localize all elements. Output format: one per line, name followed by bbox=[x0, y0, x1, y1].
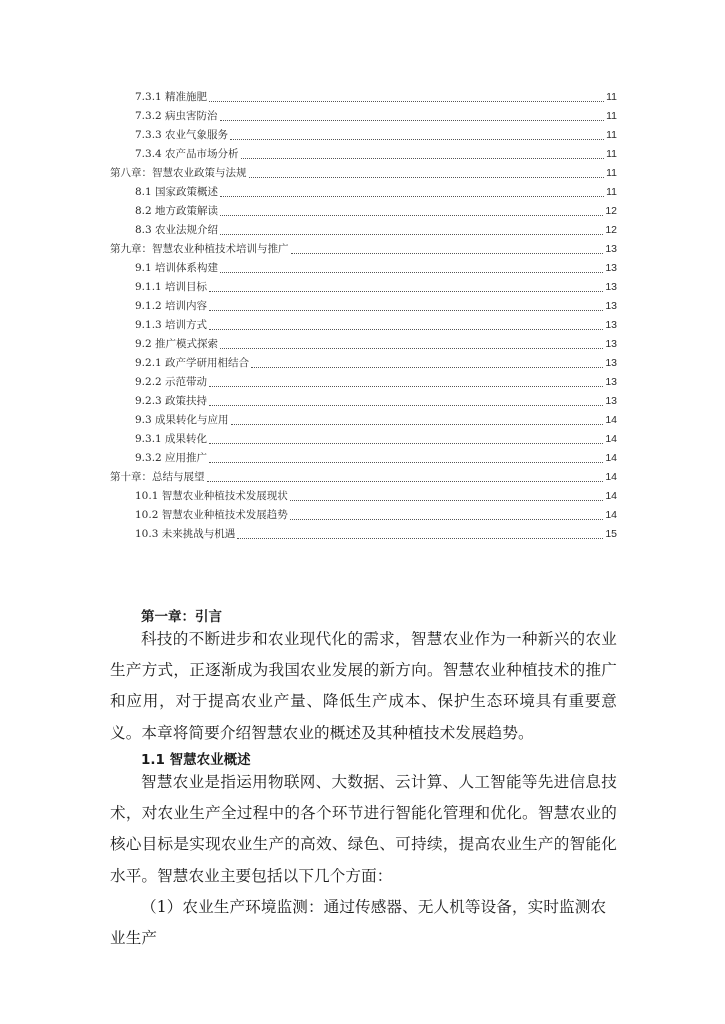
toc-entry[interactable] bbox=[135, 88, 617, 107]
toc-leader-dots bbox=[251, 367, 603, 368]
toc-entry[interactable] bbox=[135, 506, 617, 525]
toc-entry-label: 8.1 国家政策概述 bbox=[135, 186, 219, 198]
toc-entry-label: 8.3 农业法规介绍 bbox=[135, 224, 219, 236]
toc-entry-label: 9.2.3 政策扶持 bbox=[135, 395, 208, 407]
toc-leader-dots bbox=[207, 481, 604, 482]
toc-leader-dots bbox=[220, 215, 603, 216]
toc-leader-dots bbox=[220, 196, 604, 197]
toc-entry-label: 10.3 未来挑战与机遇 bbox=[135, 528, 236, 540]
toc-page-number: 13 bbox=[605, 357, 617, 369]
toc-page-number: 14 bbox=[605, 490, 617, 502]
toc-leader-dots bbox=[209, 101, 604, 102]
toc-page-number: 11 bbox=[606, 148, 617, 160]
toc-entry[interactable] bbox=[135, 354, 617, 373]
toc-entry-label: 9.1.1 培训目标 bbox=[135, 281, 208, 293]
toc-leader-dots bbox=[231, 424, 604, 425]
toc-leader-dots bbox=[209, 291, 603, 292]
toc-leader-dots bbox=[291, 253, 604, 254]
toc-entry[interactable] bbox=[135, 183, 617, 202]
toc-page-number: 13 bbox=[605, 338, 617, 350]
toc-entry[interactable] bbox=[135, 316, 617, 335]
toc-leader-dots bbox=[220, 234, 603, 235]
toc-entry[interactable] bbox=[110, 240, 617, 259]
toc-entry-label: 9.2.2 示范带动 bbox=[135, 376, 208, 388]
section-paragraph: 智慧农业是指运用物联网、大数据、云计算、人工智能等先进信息技术，对农业生产全过程中的各个环节进行智能化管理和优化。智慧农业的核心目标是实现农业生产的高效、绿色、可持续，提高农业生产的智能化水平。智慧农业主要包括以下几个方面： bbox=[110, 773, 617, 885]
toc-page-number: 15 bbox=[605, 528, 617, 540]
toc-leader-dots bbox=[209, 386, 603, 387]
toc-entry-label: 9.2.1 政产学研用相结合 bbox=[135, 357, 250, 369]
toc-entry[interactable] bbox=[135, 525, 617, 544]
toc-entry[interactable] bbox=[135, 487, 617, 506]
toc-entry[interactable] bbox=[135, 430, 617, 449]
toc-entry-label: 9.3.1 成果转化 bbox=[135, 433, 208, 445]
list-item: （1）农业生产环境监测：通过传感器、无人机等设备，实时监测农业生产 bbox=[110, 897, 607, 948]
toc-leader-dots bbox=[209, 443, 603, 444]
toc-page-number: 11 bbox=[606, 110, 617, 122]
toc-page-number: 14 bbox=[605, 414, 617, 426]
intro-paragraph: 科技的不断进步和农业现代化的需求，智慧农业作为一种新兴的农业生产方式，正逐渐成为我国农业发展的新方向。智慧农业种植技术的推广和应用，对于提高农业产量、降低生产成本、保护生态环境具有重要意义。本章将简要介绍智慧农业的概述及其种植技术发展趋势。 bbox=[110, 630, 617, 742]
section-body bbox=[110, 767, 617, 954]
toc-leader-dots bbox=[220, 120, 605, 121]
toc-entry[interactable] bbox=[135, 449, 617, 468]
toc-entry-label: 7.3.4 农产品市场分析 bbox=[135, 148, 239, 160]
toc-page-number: 13 bbox=[605, 262, 617, 274]
toc-entry[interactable] bbox=[135, 335, 617, 354]
toc-page-number: 14 bbox=[605, 471, 617, 483]
toc-entry-label: 第十章：总结与展望 bbox=[110, 471, 205, 483]
toc-page-number: 11 bbox=[606, 186, 617, 198]
toc-leader-dots bbox=[220, 348, 603, 349]
toc-page-number: 13 bbox=[605, 319, 617, 331]
toc-entry[interactable] bbox=[135, 107, 617, 126]
toc-entry-label: 9.3 成果转化与应用 bbox=[135, 414, 229, 426]
toc-entry-label: 7.3.3 农业气象服务 bbox=[135, 129, 229, 141]
toc-entry-label: 10.1 智慧农业种植技术发展现状 bbox=[135, 490, 288, 502]
toc-page-number: 12 bbox=[605, 224, 617, 236]
toc-page-number: 13 bbox=[605, 281, 617, 293]
toc-page-number: 14 bbox=[605, 509, 617, 521]
toc-entry-label: 9.1.2 培训内容 bbox=[135, 300, 208, 312]
toc-entry-label: 第九章：智慧农业种植技术培训与推广 bbox=[110, 243, 289, 255]
toc-page-number: 14 bbox=[605, 433, 617, 445]
toc-leader-dots bbox=[249, 177, 605, 178]
toc-entry[interactable] bbox=[135, 202, 617, 221]
toc-entry[interactable] bbox=[135, 259, 617, 278]
toc-entry[interactable] bbox=[135, 411, 617, 430]
toc-entry[interactable] bbox=[135, 373, 617, 392]
toc-entry-label: 9.2 推广模式探索 bbox=[135, 338, 219, 350]
toc-entry[interactable] bbox=[135, 297, 617, 316]
toc-leader-dots bbox=[209, 462, 603, 463]
toc-entry[interactable] bbox=[110, 164, 617, 183]
toc-leader-dots bbox=[290, 500, 604, 501]
toc-leader-dots bbox=[209, 310, 603, 311]
section-title: 1.1 智慧农业概述 bbox=[141, 752, 251, 768]
toc-leader-dots bbox=[220, 272, 603, 273]
toc-leader-dots bbox=[209, 329, 603, 330]
toc-page-number: 13 bbox=[605, 300, 617, 312]
toc-entry-label: 9.3.2 应用推广 bbox=[135, 452, 208, 464]
toc-entry[interactable] bbox=[135, 278, 617, 297]
toc-leader-dots bbox=[230, 139, 604, 140]
toc-leader-dots bbox=[209, 405, 603, 406]
toc-leader-dots bbox=[241, 158, 605, 159]
toc-leader-dots bbox=[237, 538, 603, 539]
toc-entry[interactable] bbox=[135, 392, 617, 411]
toc-entry-label: 8.2 地方政策解读 bbox=[135, 205, 219, 217]
toc-leader-dots bbox=[290, 519, 604, 520]
toc-entry[interactable] bbox=[135, 126, 617, 145]
toc-entry[interactable] bbox=[135, 145, 617, 164]
toc-entry[interactable] bbox=[110, 468, 617, 487]
toc-entry-label: 9.1.3 培训方式 bbox=[135, 319, 208, 331]
toc-entry-label: 第八章：智慧农业政策与法规 bbox=[110, 167, 247, 179]
toc-page-number: 13 bbox=[605, 243, 617, 255]
toc-entry-label: 7.3.1 精准施肥 bbox=[135, 91, 208, 103]
toc-entry-label: 9.1 培训体系构建 bbox=[135, 262, 219, 274]
toc-page-number: 13 bbox=[605, 376, 617, 388]
toc-entry-label: 10.2 智慧农业种植技术发展趋势 bbox=[135, 509, 288, 521]
toc-page-number: 11 bbox=[606, 129, 617, 141]
toc-page-number: 14 bbox=[605, 452, 617, 464]
toc-page-number: 12 bbox=[605, 205, 617, 217]
toc-page-number: 11 bbox=[606, 167, 617, 179]
chapter-intro bbox=[110, 624, 617, 749]
toc-page-number: 11 bbox=[606, 91, 617, 103]
toc-page-number: 13 bbox=[605, 395, 617, 407]
toc-entry[interactable] bbox=[135, 221, 617, 240]
toc-entry-label: 7.3.2 病虫害防治 bbox=[135, 110, 218, 122]
chapter-title: 第一章：引言 bbox=[141, 609, 222, 625]
